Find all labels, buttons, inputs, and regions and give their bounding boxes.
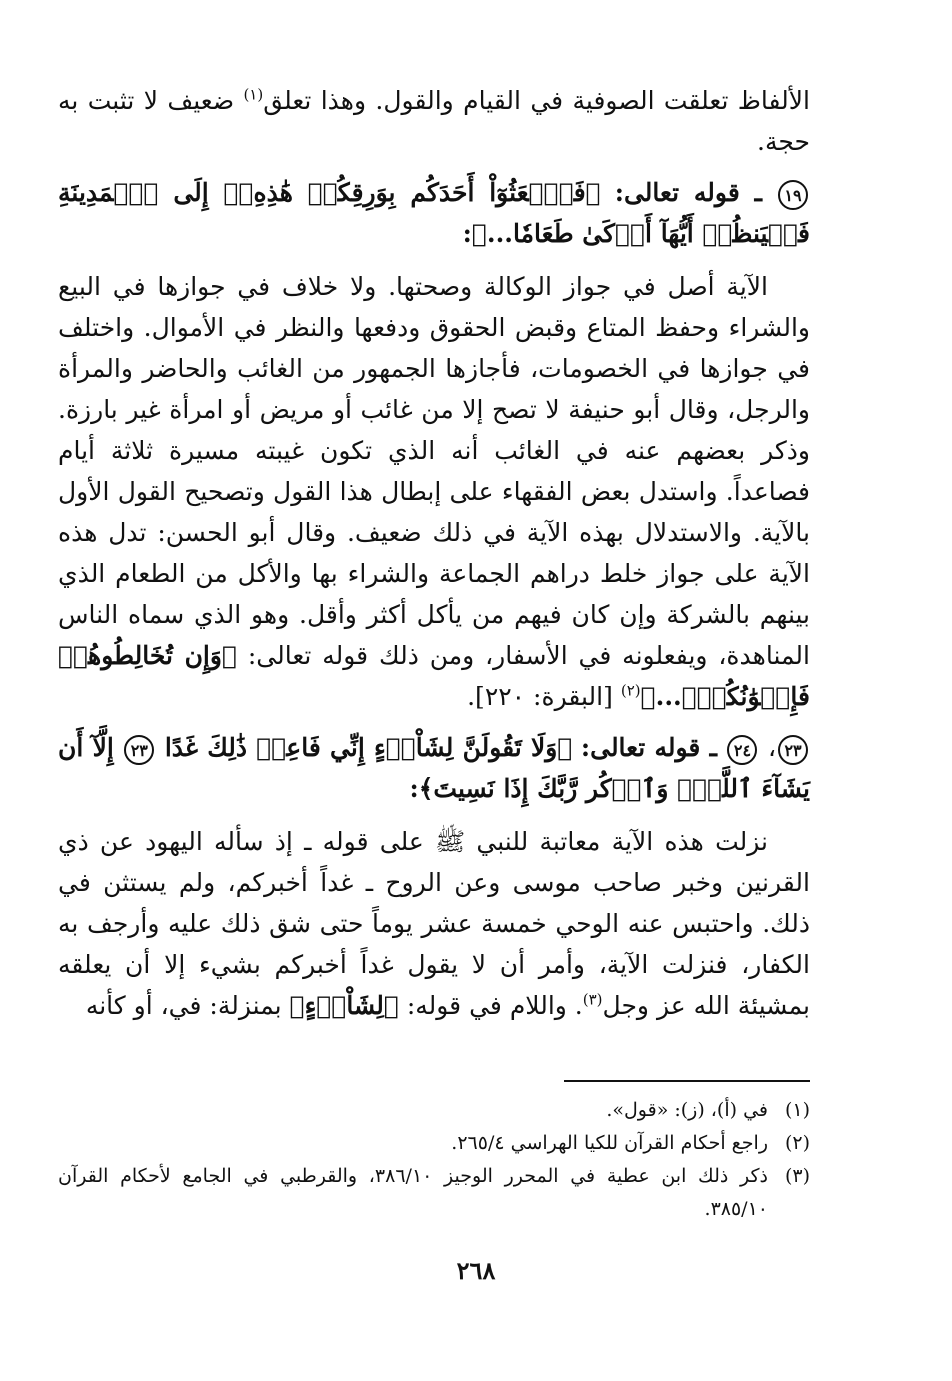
footnote-text: ذكر ذلك ابن عطية في المحرر الوجيز ٣٨٦/١٠، والقرطبي في الجامع لأحكام القرآن ٣٨٥/١٠. [58, 1165, 768, 1220]
footnote-3 [58, 1160, 810, 1226]
paragraph-3-text-c: بمنزلة: في، أو كأنه [85, 991, 282, 1020]
paragraph-3 [58, 821, 810, 1026]
footnote-ref-2: (٢) [620, 681, 641, 700]
page-number: ٢٦٨ [456, 1256, 496, 1285]
footnote-ref-3: (٣) [582, 990, 603, 1009]
verse-label: ـ قوله تعالى: [614, 178, 762, 207]
quran-verse: ﴿فَٱبۡعَثُوٓاْ أَحَدَكُم بِوَرِقِكُمۡ هَٰذِهِۦٓ إِلَى ٱلۡمَدِينَةِ فَلۡيَنظُرۡ أَيُّهَآ أَزۡكَىٰ طَعَامٗا...﴾: [58, 178, 810, 248]
surah-reference: [البقرة: ٢٢٠]. [467, 682, 613, 711]
footnote-divider [564, 1080, 810, 1082]
verse-number-badge: ٢٣ [124, 735, 154, 765]
footnote-number: (٢) [784, 1132, 810, 1154]
verse-number-badge: ١٩ [778, 180, 808, 210]
footnote-text: راجع أحكام القرآن للكيا الهراسي ٢٦٥/٤. [451, 1132, 768, 1154]
paragraph-1-text-a: الألفاظ تعلقت الصوفية في القيام والقول. وهذا تعلق [263, 86, 811, 115]
quran-verse-continued: إِلَّآ أَن يَشَآءَ ٱللَّهُۚ وَٱذۡكُر رَّبَّكَ إِذَا نَسِيتَ﴾: [58, 733, 810, 803]
footnote-2 [58, 1127, 810, 1160]
quran-verse: ﴿وَلَا تَقُولَنَّ لِشَاْيۡءٍ إِنِّي فَاعِلٞ ذَٰلِكَ غَدًا [164, 733, 573, 762]
footnote-1 [58, 1094, 810, 1127]
paragraph-1 [58, 80, 810, 162]
paragraph-1-text-b: ضعيف لا تثبت به حجة. [58, 86, 810, 156]
footnote-number: (٣) [784, 1165, 810, 1187]
footnotes [58, 1094, 810, 1226]
footnote-number: (١) [784, 1099, 810, 1121]
paragraph-3-text-b: . واللام في قوله: [406, 991, 583, 1020]
paragraph-2-text: الآية أصل في جواز الوكالة وصحتها. ولا خلاف في جوازها في البيع والشراء وحفظ المتاع وقبض الحقوق ودفعها والنظر في الأموال. واختلف في جوازها في الخصومات، فأجازها الجمهور من الغائب والحاضر والمرأة والرجل، وقال أبو حنيفة لا تصح إلا من غائب أو مريض أو امرأة غير بارزة. وذكر بعضهم عنه في الغائب أنه الذي تكون غيبته مسيرة ثلاثة أيام فصاعداً. واستدل بعض الفقهاء على إبطال هذا القول وتصحيح القول الأول بالآية. والاستدلال بهذه الآية في ذلك ضعيف. وقال أبو الحسن: تدل هذه الآية على جواز خلط دراهم الجماعة والشراء بها والأكل من الطعام الذي بينهم بالشركة وإن كان فيهم من يأكل أكثر وأقل. وهو الذي سماه الناس المناهدة، ويفعلونه في الأسفار، ومن ذلك قوله تعالى: [58, 272, 811, 670]
paragraph-3-text-a: نزلت هذه الآية معاتبة للنبي ﷺ على قوله ـ إذ سأله اليهود عن ذي القرنين وخبر صاحب موسى وعن الروح ـ غداً أخبركم، ولم يستثن في ذلك. واحتبس عنه الوحي خمسة عشر يوماً حتى شق ذلك عليه وأرجف به الكفار، فنزلت الآية، وأمر أن لا يقول غداً أخبركم بشيء إلا أن يعلقه بمشيئة الله عز وجل [58, 827, 810, 1020]
verse-separator: ، [767, 733, 777, 762]
quran-quote: ﴿وَإِن تُخَالِطُوهُمۡ فَإِخۡوَٰنُكُمۡۚ...﴾ [58, 641, 810, 711]
quran-quote: ﴿لِشَاْيۡءٍ﴾ [289, 991, 399, 1020]
verse-number-badge: ٢٤ [727, 735, 757, 765]
verse-label: ـ قوله تعالى: [580, 733, 717, 762]
verse-heading-1 [58, 172, 810, 254]
verse-number-badge: ٢٣ [778, 735, 808, 765]
page-body [58, 80, 810, 1026]
verse-heading-2 [58, 727, 810, 809]
footnote-ref-1: (١) [243, 85, 264, 104]
footnote-text: في (أ)، (ز): «قول». [606, 1099, 768, 1121]
paragraph-2 [58, 266, 810, 717]
